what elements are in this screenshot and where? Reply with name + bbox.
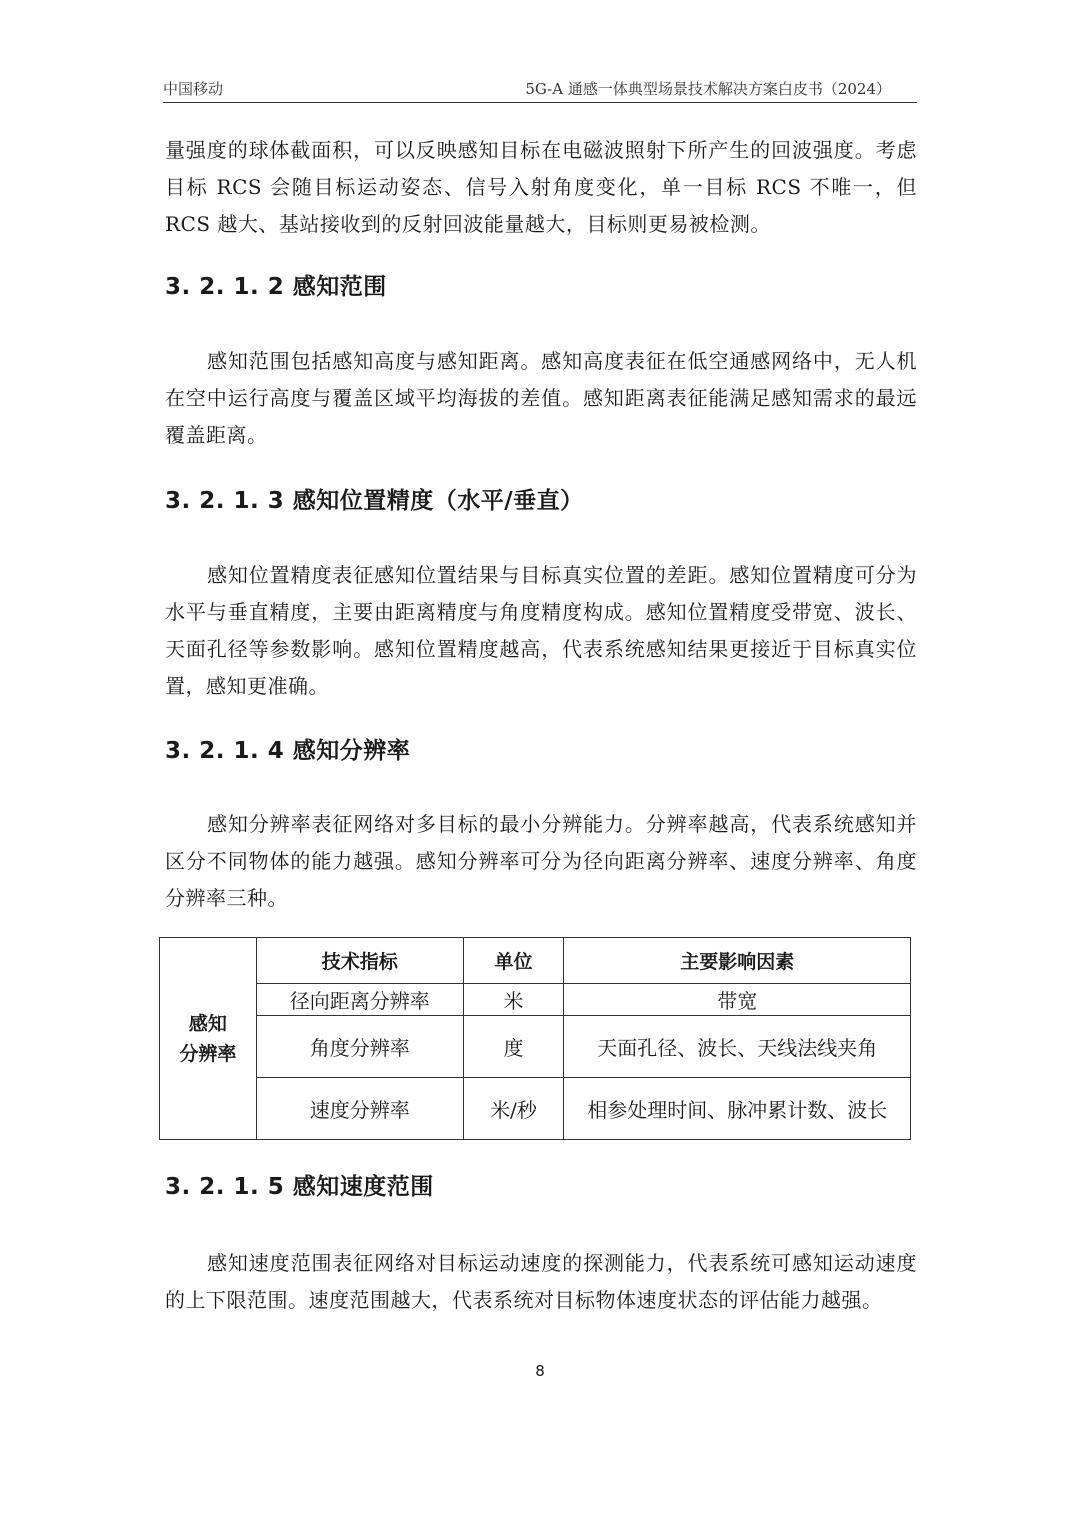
section-heading-perception-range: 3. 2. 1. 2 感知范围 (165, 274, 387, 300)
section-body-velocity-range: 感知速度范围表征网络对目标运动速度的探测能力，代表系统可感知运动速度的上下限范围。速度范围越大，代表系统对目标物体速度状态的评估能力越强。 (165, 1251, 917, 1312)
resolution-table (159, 937, 911, 1140)
table-cell: 径向距离分辨率 (256, 984, 463, 1016)
table-row-header-line1: 感知 (188, 1012, 227, 1035)
table-cell: 米 (463, 984, 564, 1016)
table-cell: 带宽 (564, 984, 911, 1016)
table-cell: 米/秒 (463, 1078, 564, 1140)
table-row-header (160, 938, 257, 1140)
table-column-header: 技术指标 (256, 938, 463, 984)
table-cell: 速度分辨率 (256, 1078, 463, 1140)
intro-paragraph: 量强度的球体截面积，可以反映感知目标在电磁波照射下所产生的回波强度。考虑目标 RCS 会随目标运动姿态、信号入射角度变化，单一目标 RCS 不唯一，但 RCS 越大、基站接收到的反射回波能量越大，目标则更易被检测。 (165, 138, 917, 236)
section-body-position-accuracy: 感知位置精度表征感知位置结果与目标真实位置的差距。感知位置精度可分为水平与垂直精度，主要由距离精度与角度精度构成。感知位置精度受带宽、波长、天面孔径等参数影响。感知位置精度越高，代表系统感知结果更接近于目标真实位置，感知更准确。 (165, 563, 917, 698)
section-heading-position-accuracy: 3. 2. 1. 3 感知位置精度（水平/垂直） (165, 488, 584, 514)
table-row-header-line2: 分辨率 (179, 1042, 237, 1065)
table-cell: 天面孔径、波长、天线法线夹角 (564, 1016, 911, 1078)
table-cell: 角度分辨率 (256, 1016, 463, 1078)
table-column-header: 单位 (463, 938, 564, 984)
section-body-perception-range: 感知范围包括感知高度与感知距离。感知高度表征在低空通感网络中，无人机在空中运行高度与覆盖区域平均海拔的差值。感知距离表征能满足感知需求的最远覆盖距离。 (165, 349, 917, 447)
page-number: 8 (535, 1362, 545, 1380)
table-cell: 度 (463, 1016, 564, 1078)
table-row (160, 1016, 911, 1078)
header-org: 中国移动 (163, 80, 224, 98)
section-body-resolution: 感知分辨率表征网络对多目标的最小分辨能力。分辨率越高，代表系统感知并区分不同物体的能力越强。感知分辨率可分为径向距离分辨率、速度分辨率、角度分辨率三种。 (165, 812, 917, 910)
page-header (163, 78, 917, 103)
section-heading-resolution: 3. 2. 1. 4 感知分辨率 (165, 738, 411, 764)
header-doc-title: 5G-A 通感一体典型场景技术解决方案白皮书（2024） (525, 80, 891, 98)
section-heading-velocity-range: 3. 2. 1. 5 感知速度范围 (165, 1174, 434, 1200)
table-column-header: 主要影响因素 (564, 938, 911, 984)
table-cell: 相参处理时间、脉冲累计数、波长 (564, 1078, 911, 1140)
table-row (160, 1078, 911, 1140)
table-row (160, 984, 911, 1016)
table-header-row (160, 938, 911, 984)
